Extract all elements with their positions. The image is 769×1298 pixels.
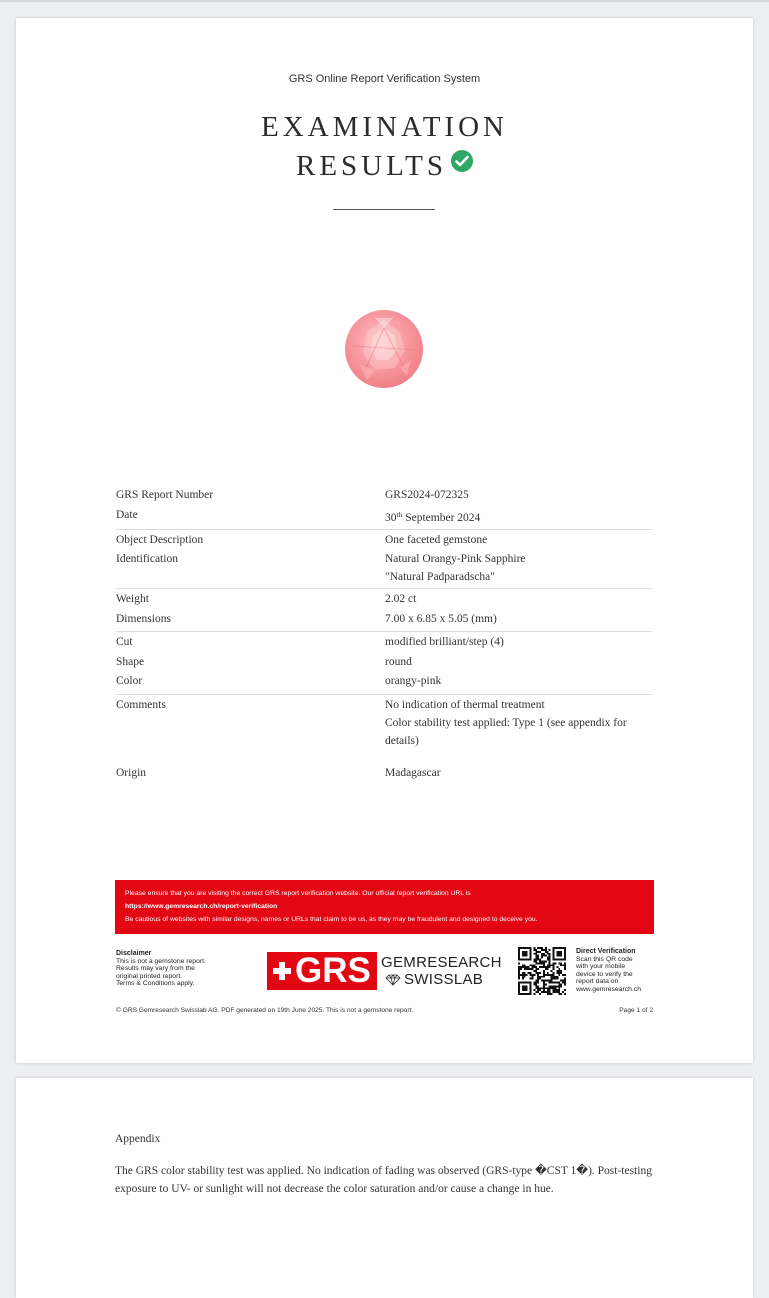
value-cut: modified brilliant/step (4): [385, 636, 504, 648]
verification-system-title: GRS Online Report Verification System: [288, 73, 481, 85]
label-origin: Origin: [116, 766, 147, 779]
top-border: [0, 0, 769, 2]
value-identification: [385, 550, 652, 586]
title-divider: [333, 209, 435, 210]
row-color: [116, 672, 652, 692]
title-line-2: RESULTS: [295, 150, 448, 182]
qr-code[interactable]: [518, 947, 566, 995]
value-origin: Madagascar: [385, 766, 441, 779]
label-cut: Cut: [116, 636, 133, 648]
verified-check-icon: [451, 150, 473, 172]
diamond-icon: [385, 974, 401, 986]
appendix-title: Appendix: [115, 1133, 161, 1145]
direct-verification-block: [576, 948, 676, 994]
copyright-footer: © GRS Gemresearch Swisslab AG. PDF generated on 19th June 2025. This is not a gemstone report.: [116, 1007, 414, 1014]
value-weight: 2.02 ct: [385, 593, 417, 605]
date-day: 30: [385, 511, 397, 524]
report-data-table: [116, 485, 652, 785]
disclaimer-line-1: This is not a gemstone report.: [116, 957, 206, 965]
row-dimensions: [116, 610, 652, 630]
group-appearance: [116, 632, 652, 695]
gemresearch-wordmark: [381, 954, 502, 988]
direct-line-4: report data on: [576, 978, 619, 986]
swiss-cross-icon: [273, 962, 291, 980]
identification-line-1: Natural Orangy-Pink Sapphire: [385, 553, 526, 565]
direct-title: Direct Verification: [576, 948, 636, 955]
value-report-number: GRS2024-072325: [385, 489, 469, 501]
page-number: Page 1 of 2: [619, 1007, 653, 1014]
examination-results-title: [16, 108, 753, 186]
phishing-warning-banner: [115, 880, 654, 934]
label-shape: Shape: [116, 655, 145, 668]
date-suffix: th: [396, 509, 403, 519]
label-dimensions: Dimensions: [116, 612, 171, 625]
title-line-2-wrap: [16, 147, 753, 186]
label-color: Color: [116, 675, 143, 687]
warning-line-3: Be cautious of websites with similar designs, names or URLs that claim to be us, as they may be fraudulent and designed to deceive you.: [125, 916, 538, 923]
row-cut: [116, 633, 652, 653]
group-object: [116, 530, 652, 590]
label-report-number: GRS Report Number: [116, 489, 214, 501]
direct-line-5[interactable]: www.gemresearch.ch: [576, 985, 641, 993]
value-dimensions: 7.00 x 6.85 x 5.05 (mm): [385, 612, 497, 625]
wordmark-line-1: GEMRESEARCH: [381, 954, 502, 971]
direct-line-1: Scan this QR code: [576, 955, 633, 963]
value-comments: [385, 696, 652, 750]
value-shape: round: [385, 655, 412, 668]
gemstone-image: [345, 310, 423, 388]
value-date: [385, 506, 652, 527]
direct-line-3: device to verify the: [576, 970, 633, 978]
comments-line-2: Color stability test applied: Type 1 (see appendix for details): [385, 716, 627, 747]
report-page-1: [16, 18, 753, 1063]
appendix-text: The GRS color stability test was applied. No indication of fading was observed (GRS-type �CST 1�). Post-testing exposure to UV- or sunlight will not decrease the color saturation and/or cause a change in hue.: [115, 1165, 652, 1195]
value-object-description: One faceted gemstone: [385, 533, 488, 546]
grs-logo: [267, 952, 377, 990]
label-date: Date: [116, 508, 138, 521]
warning-line-1: Please ensure that you are visiting the correct GRS report verification website. Our official report verification URL is: [125, 890, 471, 897]
row-report-number: [116, 486, 652, 506]
group-comments: [116, 695, 652, 786]
label-weight: Weight: [116, 593, 149, 605]
row-origin: [116, 764, 652, 784]
date-rest: September 2024: [402, 511, 481, 524]
direct-line-2: with your mobile: [576, 963, 626, 971]
row-shape: [116, 653, 652, 673]
row-object-description: [116, 531, 652, 551]
wordmark-line-2-wrap: [381, 971, 502, 988]
verification-url-link[interactable]: https://www.gemresearch.ch/report-verification: [125, 903, 278, 910]
disclaimer-line-4: Terms & Conditions apply.: [116, 980, 195, 988]
row-comments: [116, 696, 652, 750]
group-report: [116, 485, 652, 530]
identification-line-2: "Natural Padparadscha": [385, 571, 495, 583]
group-measurements: [116, 589, 652, 632]
value-color: orangy-pink: [385, 675, 442, 687]
report-page-2: [16, 1078, 753, 1298]
label-comments: Comments: [116, 698, 166, 711]
row-date: [116, 506, 652, 527]
title-line-1: EXAMINATION: [261, 111, 508, 143]
row-identification: [116, 550, 652, 586]
comments-line-1: No indication of thermal treatment: [385, 698, 545, 711]
disclaimer-line-2: Results may vary from the: [116, 965, 195, 973]
disclaimer-line-3: original printed report.: [116, 972, 183, 980]
wordmark-line-2: SWISSLAB: [404, 971, 484, 988]
disclaimer-title: Disclaimer: [116, 950, 152, 957]
row-weight: [116, 590, 652, 610]
label-object-description: Object Description: [116, 533, 204, 546]
grs-logo-text: GRS: [295, 951, 371, 990]
disclaimer-block: [116, 950, 246, 988]
label-identification: Identification: [116, 553, 178, 565]
